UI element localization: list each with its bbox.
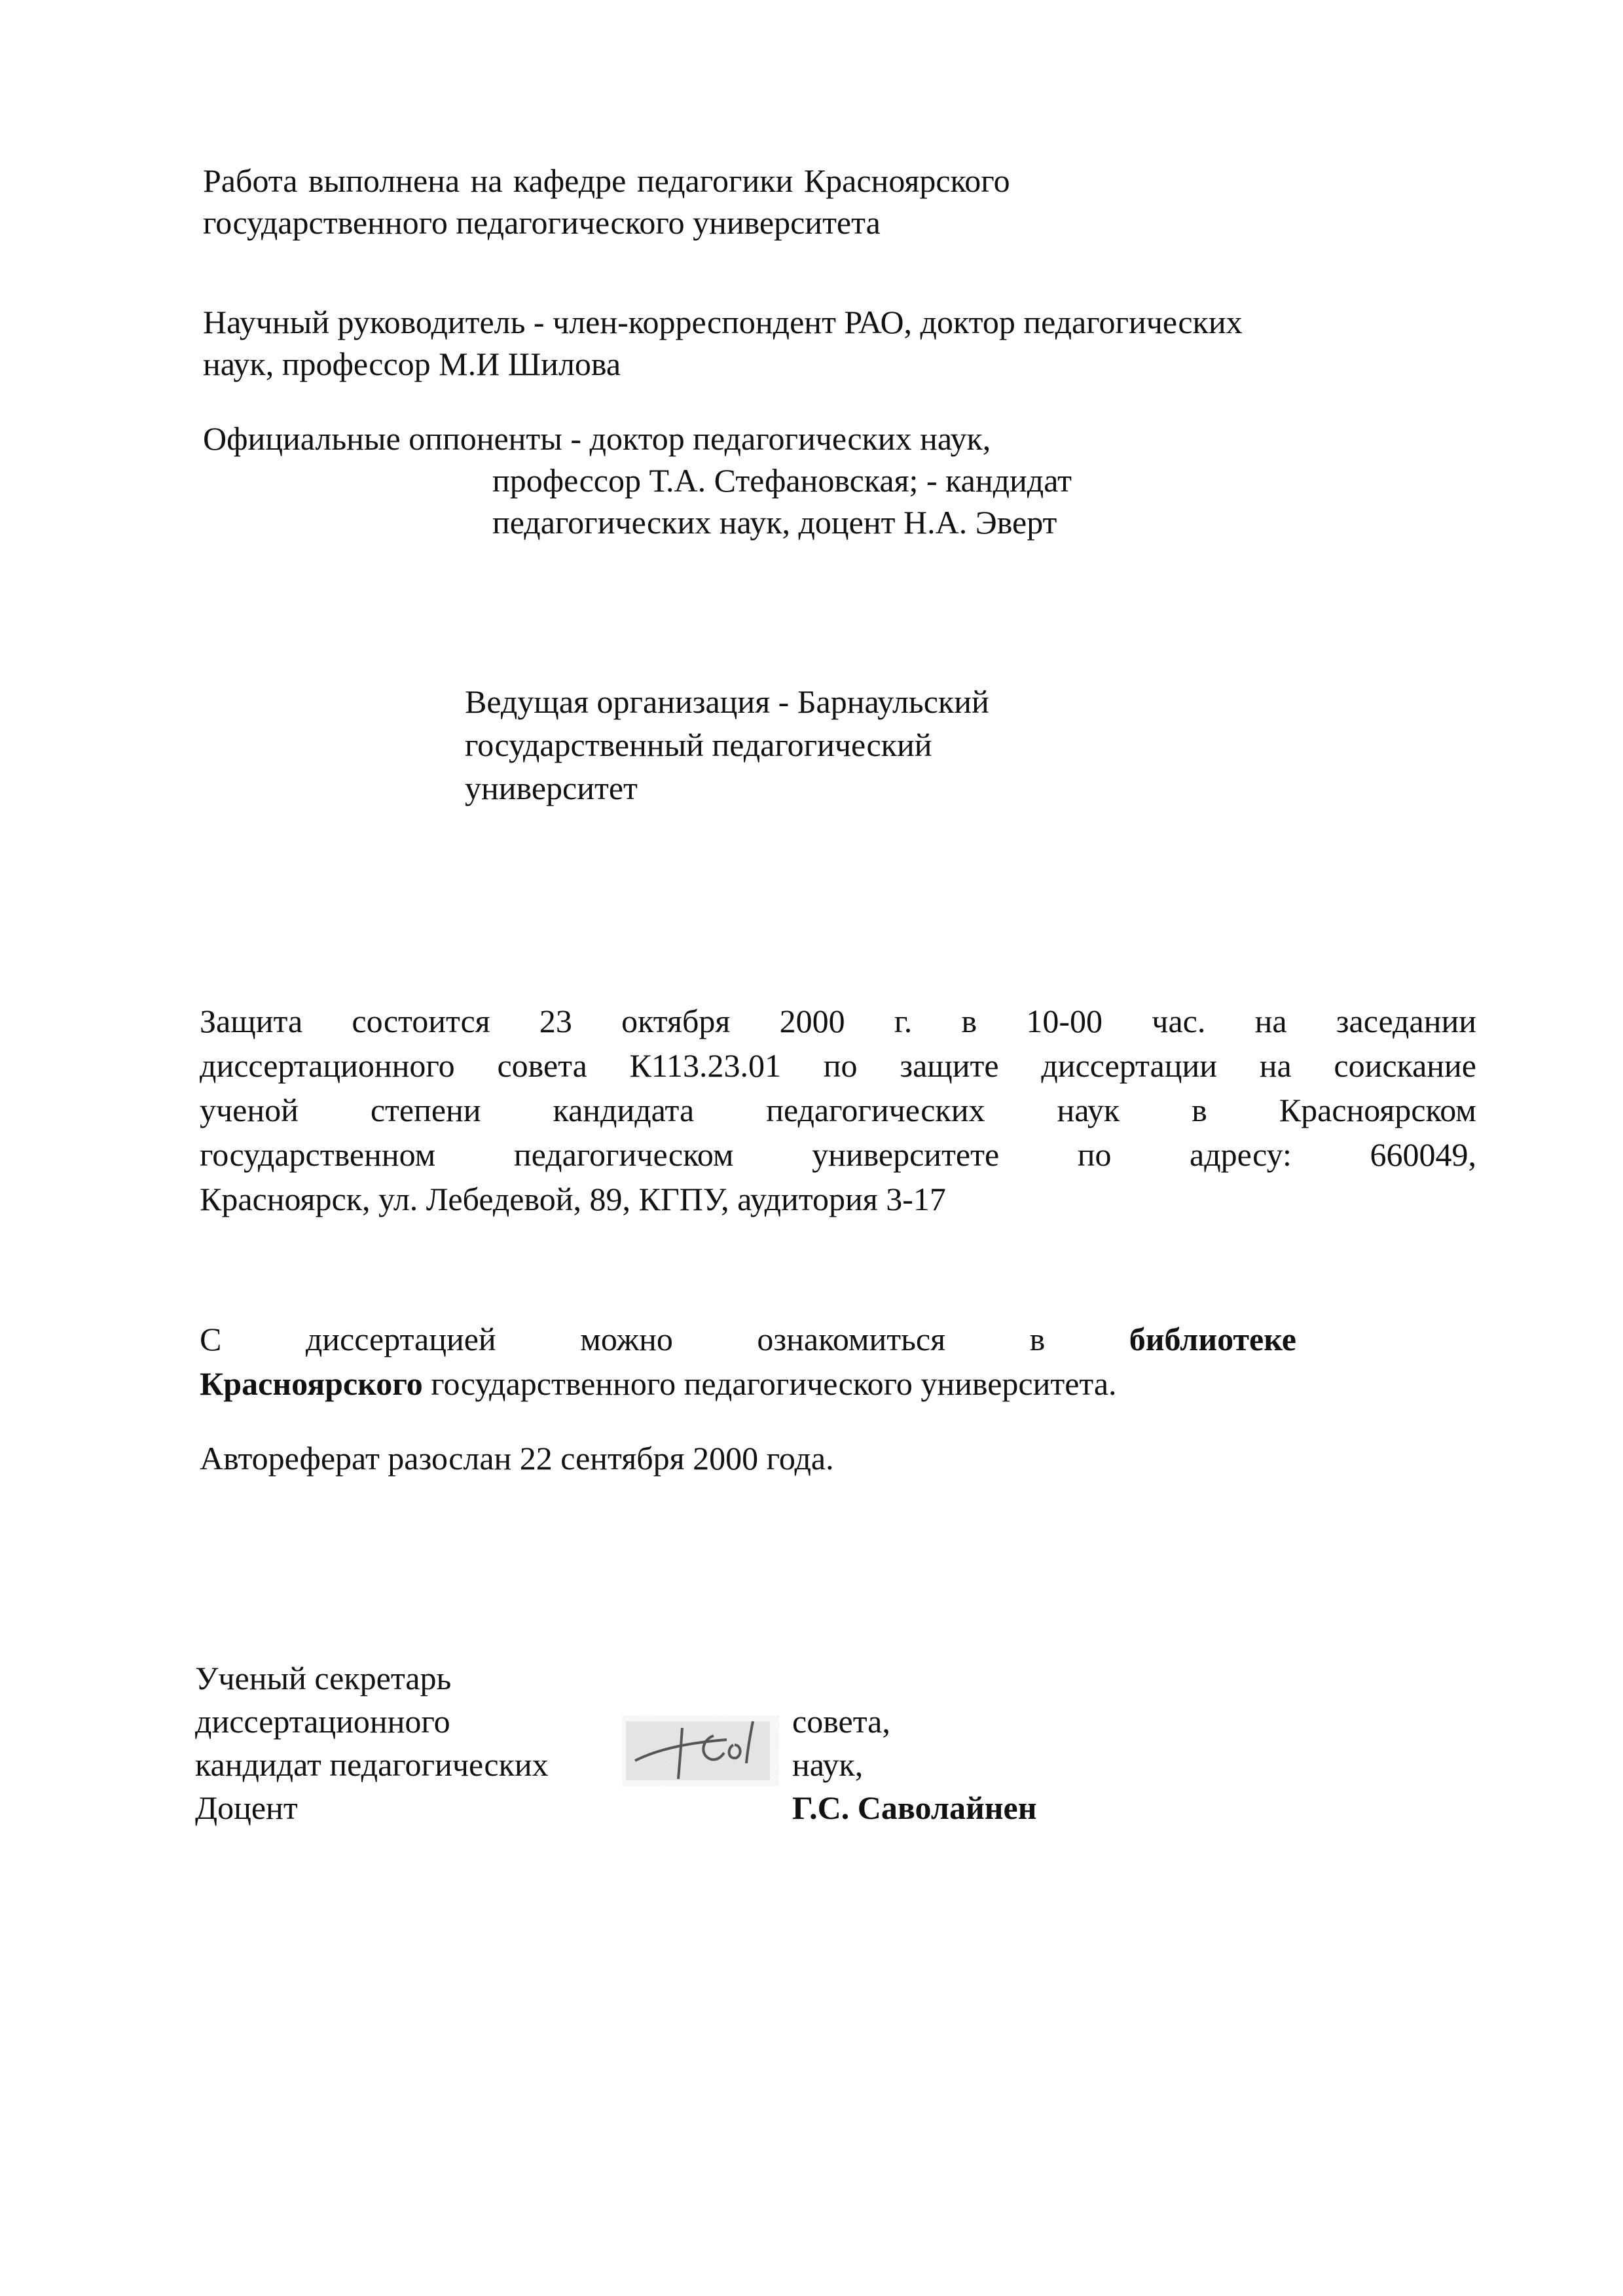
word: состоится [352, 1003, 490, 1039]
word: государственном [200, 1136, 436, 1173]
word: защите [900, 1047, 999, 1084]
defense-line-5: Красноярск, ул. Лебедевой, 89, КГПУ, аудитория 3-17 [200, 1181, 946, 1217]
opponents-line-3: педагогических наук, доцент Н.А. Эверт [492, 504, 1057, 541]
library-bold-word: библиотеке [1129, 1321, 1296, 1357]
word: в [961, 1003, 977, 1039]
secretary-title-1: Ученый секретарь [195, 1660, 452, 1696]
word: диссертационного [200, 1047, 455, 1084]
word: час. [1152, 1003, 1206, 1039]
word: заседании [1336, 1003, 1476, 1039]
defense-line-4 [200, 1132, 1476, 1177]
secretary-name: Г.С. Саволайнен [792, 1789, 1037, 1826]
word: диссертации [1041, 1047, 1217, 1084]
word: ученой [200, 1092, 299, 1128]
supervisor-line-1: Научный руководитель - член-корреспондент РАО, доктор педагогических [203, 304, 1243, 340]
secretary-council: совета, [792, 1703, 890, 1740]
word: кандидата [553, 1092, 695, 1128]
word: 10-00 [1026, 1003, 1103, 1039]
word: диссертацией [305, 1321, 496, 1357]
secretary-title-4: Доцент [195, 1789, 298, 1826]
library-line-2-rest: государственного педагогического университета. [422, 1365, 1117, 1402]
word: Защита [200, 1003, 303, 1039]
library-city-bold: Красноярского [200, 1365, 423, 1402]
word: на [1254, 1003, 1287, 1039]
supervisor-line-2: наук, профессор М.И Шилова [203, 346, 621, 382]
library-line-2 [200, 1361, 1117, 1406]
word: в [1192, 1092, 1207, 1128]
word: соискание [1334, 1047, 1476, 1084]
leading-org-line-1: Ведущая организация - Барнаульский [465, 683, 989, 720]
sent-date: Автореферат разослан 22 сентября 2000 года. [200, 1440, 834, 1477]
opponents-line-1: Официальные оппоненты - доктор педагогических наук, [203, 420, 991, 457]
word: по [1077, 1136, 1112, 1173]
word: в [1029, 1321, 1046, 1357]
word: степени [370, 1092, 481, 1128]
word: университете [812, 1136, 1000, 1173]
secretary-title-3: кандидат педагогических [195, 1746, 549, 1783]
word: педагогических [766, 1092, 985, 1128]
word: педагогическом [513, 1136, 734, 1173]
word: на [1259, 1047, 1292, 1084]
word: Красноярском [1279, 1092, 1476, 1128]
library-line-1 [200, 1317, 1296, 1361]
word: 2000 [779, 1003, 845, 1039]
word: наук [1057, 1092, 1120, 1128]
word: г. [894, 1003, 913, 1039]
intro-line-2: государственного педагогического университета [203, 204, 881, 241]
signature-image [622, 1702, 779, 1787]
defense-line-3 [200, 1088, 1476, 1132]
word: К113.23.01 [629, 1047, 782, 1084]
secretary-sciences: наук, [792, 1746, 864, 1783]
word: по [823, 1047, 858, 1084]
word: 660049, [1370, 1136, 1476, 1173]
leading-org-line-3: университет [465, 770, 638, 806]
word: 23 [539, 1003, 572, 1039]
leading-org-line-2: государственный педагогический [465, 726, 932, 763]
secretary-title-2: диссертационного [195, 1703, 450, 1740]
intro-line-1: Работа выполнена на кафедре педагогики Красноярского [203, 162, 1010, 199]
word: октября [621, 1003, 731, 1039]
word: совета [497, 1047, 587, 1084]
opponents-line-2: профессор Т.А. Стефановская; - кандидат [492, 462, 1072, 499]
defense-line-1 [200, 999, 1476, 1043]
word: можно [580, 1321, 673, 1357]
word: ознакомиться [757, 1321, 946, 1357]
word: С [200, 1321, 222, 1357]
defense-line-2 [200, 1043, 1476, 1088]
word: адресу: [1190, 1136, 1292, 1173]
